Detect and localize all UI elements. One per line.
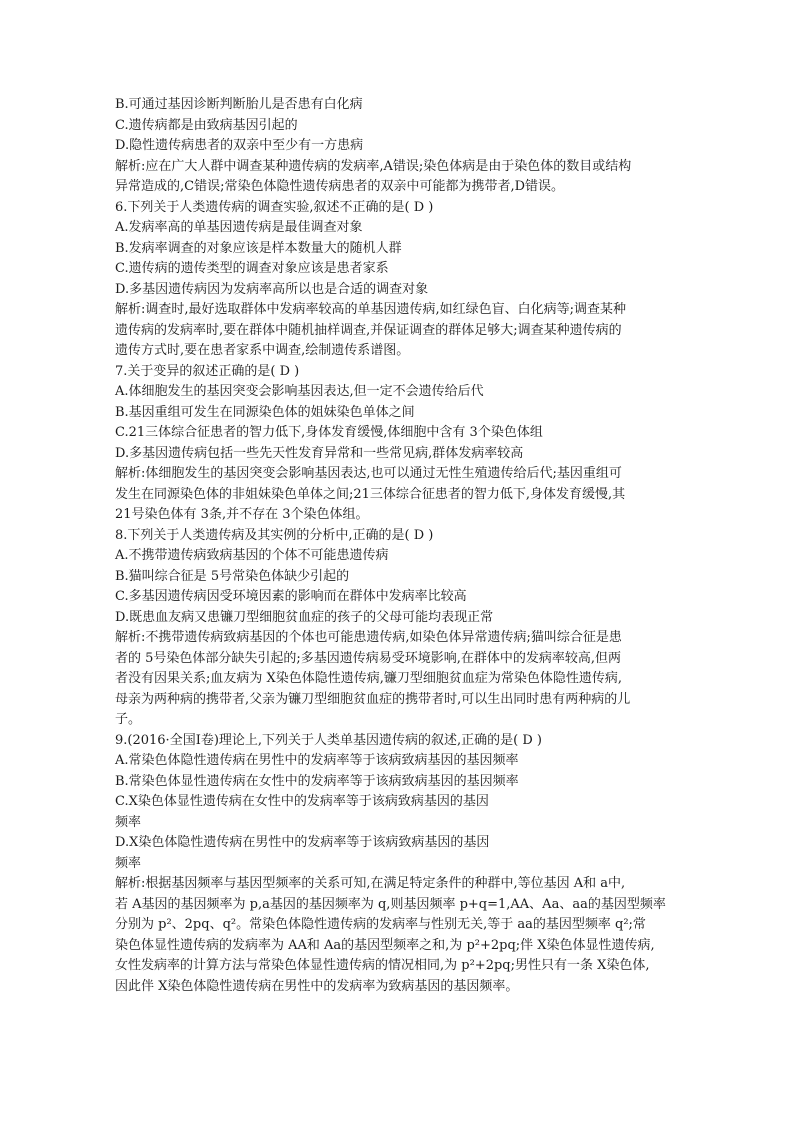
- explanation-line: 解析:调查时,最好选取群体中发病率较高的单基因遗传病,如红绿色盲、白化病等;调查某种: [115, 302, 627, 317]
- explanation-line: 解析:体细胞发生的基因突变会影响基因表达,也可以通过无性生殖遗传给后代;基因重组可: [115, 466, 622, 481]
- explanation-line: 解析:不携带遗传病致病基因的个体也可能患遗传病,如染色体异常遗传病;猫叫综合征是患: [115, 630, 622, 645]
- explanation-line: 遗传方式时,要在患者家系中调查,绘制遗传系谱图。: [115, 343, 410, 358]
- option-line: D.X染色体隐性遗传病在男性中的发病率等于该病致病基因的基因: [115, 835, 490, 850]
- option-line: B.基因重组可发生在同源染色体的姐妹染色单体之间: [115, 404, 415, 420]
- question-8-stem: 8.下列关于人类遗传病及其实例的分析中,正确的是( D ): [115, 527, 434, 543]
- option-line: C.多基因遗传病因受环境因素的影响而在群体中发病率比较高: [115, 589, 467, 604]
- option-line: B.发病率调查的对象应该是样本数量大的随机人群: [115, 240, 402, 256]
- explanation-line: 分别为 p²、2pq、q²。常染色体隐性遗传病的发病率与性别无关,等于 aa的基因型频率 q²;常: [115, 917, 646, 932]
- explanation-line: 因此伴 X染色体隐性遗传病在男性中的发病率为致病基因的基因频率。: [115, 978, 519, 994]
- option-line: D.多基因遗传病因为发病率高所以也是合适的调查对象: [115, 281, 429, 297]
- explanation-line: 者没有因果关系;血友病为 X染色体隐性遗传病,镰刀型细胞贫血症为常染色体隐性遗传病,: [115, 671, 623, 686]
- explanation-line: 解析:根据基因频率与基因型频率的关系可知,在满足特定条件的种群中,等位基因 A和 a中,: [115, 876, 626, 891]
- option-line: C.遗传病的遗传类型的调查对象应该是患者家系: [115, 261, 389, 276]
- explanation-line: 染色体显性遗传病的发病率为 AA和 Aa的基因型频率之和,为 p²+2pq;伴 X染色体显性遗传病,: [115, 937, 655, 953]
- explanation-line: 遗传病的发病率时,要在群体中随机抽样调查,并保证调查的群体足够大;调查某种遗传病的: [115, 322, 622, 338]
- explanation-line: 异常造成的,C错误;常染色体隐性遗传病患者的双亲中可能都为携带者,D错误。: [115, 179, 565, 194]
- explanation-line: 者的 5号染色体部分缺失引起的;多基因遗传病易受环境影响,在群体中的发病率较高,但两: [115, 650, 622, 666]
- question-9-stem: 9.(2016·全国Ⅰ卷)理论上,下列关于人类单基因遗传病的叙述,正确的是( D ): [115, 732, 542, 748]
- option-line: A.体细胞发生的基因突变会影响基因表达,但一定不会遗传给后代: [115, 384, 484, 399]
- option-line: D.隐性遗传病患者的双亲中至少有一方患病: [115, 138, 364, 153]
- explanation-line: 发生在同源染色体的非姐妹染色单体之间;21三体综合征患者的智力低下,身体发育缓慢,其: [115, 486, 626, 502]
- explanation-line: 子。: [115, 712, 142, 727]
- explanation-line: 21号染色体有 3条,并不存在 3个染色体组。: [115, 507, 369, 522]
- explanation-line: 若 A基因的基因频率为 p,a基因的基因频率为 q,则基因频率 p+q=1,AA、Aa、aa的基因型频率: [115, 896, 666, 912]
- option-line: D.既患血友病又患镰刀型细胞贫血症的孩子的父母可能均表现正常: [115, 609, 494, 625]
- option-line: D.多基因遗传病包括一些先天性发育异常和一些常见病,群体发病率较高: [115, 445, 524, 461]
- question-7-stem: 7.关于变异的叙述正确的是( D ): [115, 363, 300, 379]
- document-page: [115, 95, 688, 997]
- option-line: C.遗传病都是由致病基因引起的: [115, 117, 298, 133]
- option-line: C.X染色体显性遗传病在女性中的发病率等于该病致病基因的基因: [115, 794, 489, 809]
- explanation-line: 母亲为两种病的携带者,父亲为镰刀型细胞贫血症的携带者时,可以生出同时患有两种病的儿: [115, 691, 631, 707]
- option-line: A.不携带遗传病致病基因的个体不可能患遗传病: [115, 548, 389, 563]
- option-line: B.常染色体显性遗传病在女性中的发病率等于该病致病基因的基因频率: [115, 773, 519, 789]
- explanation-line: 女性发病率的计算方法与常染色体显性遗传病的情况相同,为 p²+2pq;男性只有一条 X染色体,: [115, 958, 650, 973]
- option-line: A.发病率高的单基因遗传病是最佳调查对象: [115, 220, 363, 235]
- option-line: 频率: [115, 814, 142, 830]
- option-line: A.常染色体隐性遗传病在男性中的发病率等于该病致病基因的基因频率: [115, 753, 519, 768]
- question-6-stem: 6.下列关于人类遗传病的调查实验,叙述不正确的是( D ): [115, 199, 434, 215]
- option-line: C.21三体综合征患者的智力低下,身体发育缓慢,体细胞中含有 3个染色体组: [115, 425, 543, 440]
- option-line: 频率: [115, 855, 142, 871]
- option-line: B.猫叫综合征是 5号常染色体缺少引起的: [115, 568, 350, 584]
- explanation-line: 解析:应在广大人群中调查某种遗传病的发病率,A错误;染色体病是由于染色体的数目或结构: [115, 158, 632, 174]
- option-line: B.可通过基因诊断判断胎儿是否患有白化病: [115, 97, 363, 112]
